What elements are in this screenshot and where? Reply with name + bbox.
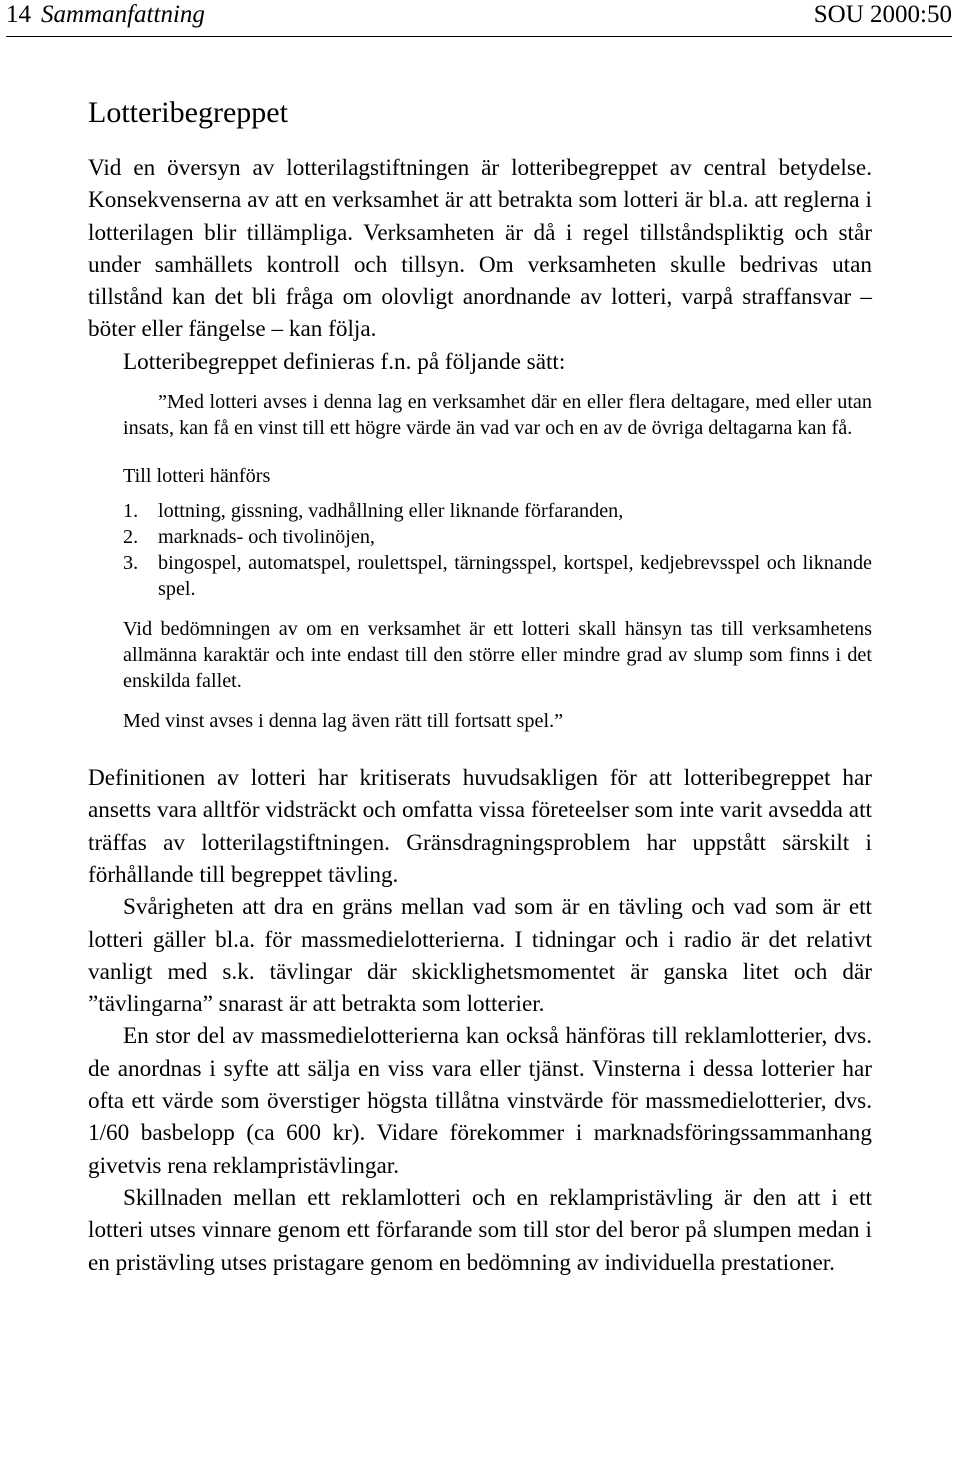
list-item-number: 2. <box>123 526 139 549</box>
list-item <box>123 498 872 524</box>
list-item-text: bingospel, automatspel, roulettspel, tärningsspel, kortspel, kedjebrevsspel och liknande spel. <box>158 552 872 601</box>
page-content <box>88 95 872 1279</box>
list-item-text: lottning, gissning, vadhållning eller liknande förfaranden, <box>158 500 624 523</box>
quote-assessment: Vid bedömningen av om en verksamhet är ett lotteri skall hänsyn tas till verksamhetens allmänna karaktär och inte endast till den större eller mindre grad av slump som finns i det enskilda fallet. <box>123 618 872 693</box>
section-heading: Lotteribegreppet <box>88 96 288 129</box>
header-left <box>6 0 205 30</box>
quote-list-intro: Till lotteri hänförs <box>123 465 271 488</box>
intro-paragraph: Vid en översyn av lotterilagstiftningen är lotteribegreppet av central betydelse. Konsekvenserna av att en verksamhet är att betrakta som lotteri är bl.a. att reglerna i lotterilagen blir tillämpliga. Verksamheten är då i regel tillståndspliktig och står under samhällets kontroll och tillsyn. Om verksamheten skulle bedrivas utan tillstånd kan det bli fråga om olovligt anordnande av lotteri, varpå straffansvar – böter eller fängelse – kan följa. <box>88 155 872 343</box>
list-item <box>123 550 872 602</box>
advertising-lottery-paragraph: En stor del av massmedielotterierna kan också hänföras till reklamlotterier, dvs. de anordnas i syfte att sälja en viss vara eller tjänst. Vinsterna i dessa lotterier har ofta ett värde som överstiger högsta tillåtna vinstvärde för massmedielotterier, dvs. 1/60 basbelopp (ca 600 kr). Vidare förekommer i marknadsföringssammanhang givetvis rena reklampristävlingar. <box>88 1023 872 1179</box>
difference-paragraph: Skillnaden mellan ett reklamlotteri och en reklampristävling är den att i ett lotteri utses vinnare genom ett förfarande som till stor del beror på slumpen medan i en pristävling utses pristagare genom en bedömning av individuella prestationer. <box>88 1184 872 1276</box>
definition-lead: Lotteribegreppet definieras f.n. på följande sätt: <box>123 348 566 375</box>
quote-prize: Med vinst avses i denna lag även rätt till fortsatt spel.” <box>123 710 564 733</box>
section-title: Sammanfattning <box>41 1 205 28</box>
report-id: SOU 2000:50 <box>813 1 952 28</box>
list-item-text: marknads- och tivolinöjen, <box>158 526 375 549</box>
difficulty-paragraph: Svårigheten att dra en gräns mellan vad som är en tävling och vad som är ett lotteri gäller bl.a. för massmedielotterierna. I tidningar och i radio är det relativt vanligt med s.k. tävlingar där skicklighetsmomentet är ganska litet och där ”tävlingarna” snarast är att betrakta som lotterier. <box>88 894 872 1018</box>
list-item-number: 1. <box>123 500 139 523</box>
page-header <box>6 0 952 37</box>
list-item <box>123 524 872 550</box>
law-quote <box>123 389 872 734</box>
page-number: 14 <box>6 1 31 28</box>
quote-definition: ”Med lotteri avses i denna lag en verksamhet där en eller flera deltagare, med eller utan insats, kan få en vinst till ett högre värde än vad var och en av de övriga deltagarna kan få. <box>123 391 872 440</box>
criticism-paragraph: Definitionen av lotteri har kritiserats huvudsakligen för att lotteribegreppet har ansetts vara alltför vidsträckt och omfatta vissa företeelser som inte varit avsedda att träffas av lotterilagstiftningen. Gränsdragningsproblem har uppstått särskilt i förhållande till begreppet tävling. <box>88 765 872 888</box>
quote-list <box>123 498 872 602</box>
list-item-number: 3. <box>123 552 139 575</box>
